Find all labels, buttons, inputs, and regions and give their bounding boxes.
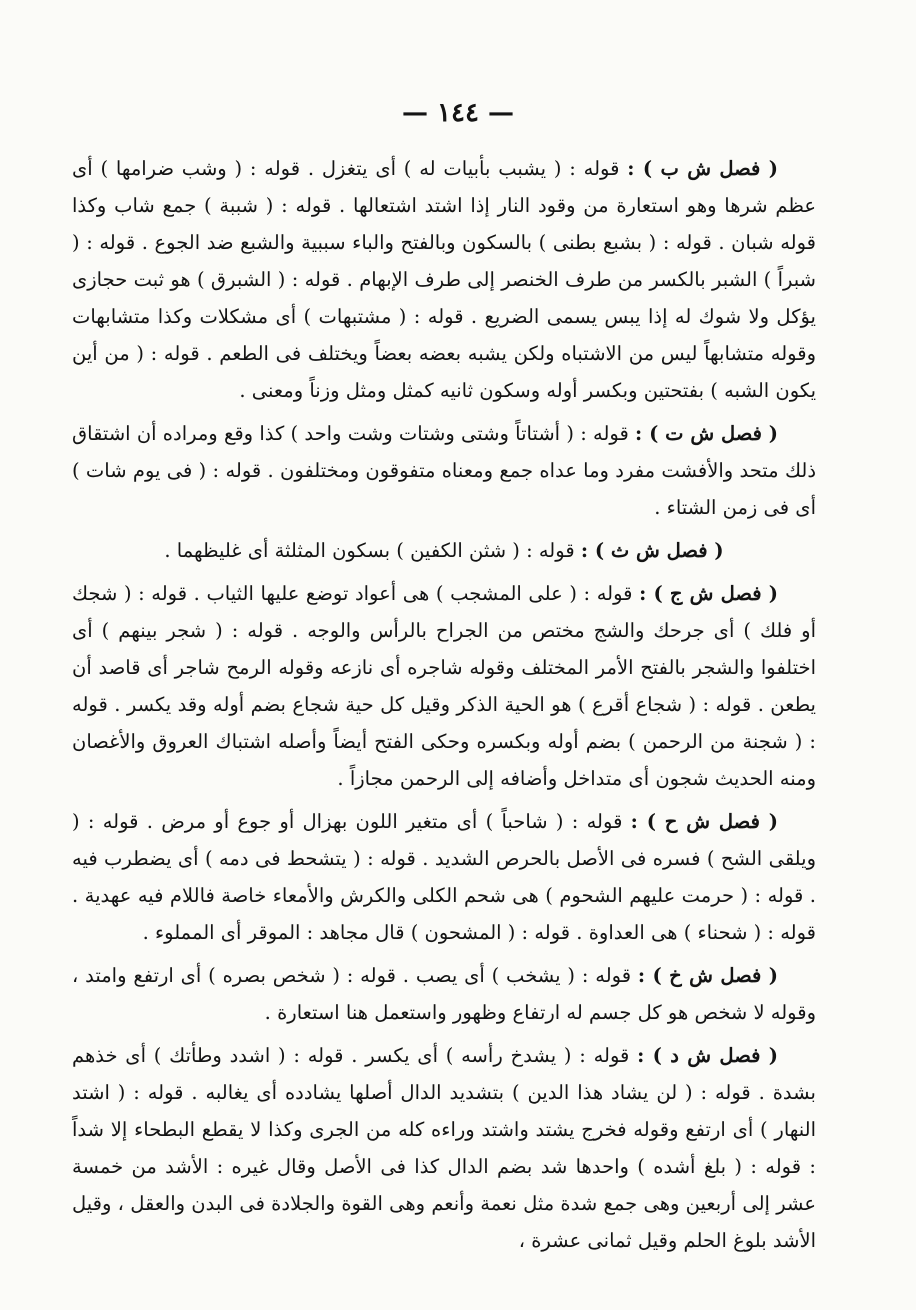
paragraph-sh-j [72, 575, 816, 797]
paragraph-sh-h [72, 803, 816, 951]
section-heading: ( فصل ش ج ) : [639, 582, 778, 605]
section-heading: ( فصل ش د ) : [637, 1044, 778, 1067]
page-number: — ١٤٤ — [401, 98, 515, 128]
paragraph-sh-b [72, 150, 816, 409]
paragraph-text: قوله : ( على المشجب ) هى أعواد توضع عليها الثياب . قوله : ( شجك أو فلك ) أى جرحك والشج مختص من الجراح بالرأس والوجه . قوله : ( شجر بينهم ) أى اختلفوا والشجر بالفتح الأمر المختلف وقوله شاجره أى نازعه وقوله الرمح شاجر أى قاصد أن يطعن . قوله : ( شجاع أقرع ) هو الحية الذكر وقيل كل حية شجاع بضم أوله وقد يكسر . قوله : ( شجنة من الرحمن ) بضم أوله وبكسره وحكى الفتح أيضاً وأصله اشتباك العروق والأغصان ومنه الحديث شجون أى متداخل وأضافه إلى الرحمن مجازاً . [72, 582, 816, 790]
text-body [72, 150, 816, 1265]
paragraph-sh-kh [72, 957, 816, 1031]
paragraph-text: قوله : ( أشتاتاً وشتى وشتات وشت واحد ) كذا وقع ومراده أن اشتقاق ذلك متحد والأفشت مفرد وما عداه جمع ومعناه متفوقون ومختلفون . قوله : ( فى يوم شات ) أى فى زمن الشتاء . [72, 422, 816, 519]
section-heading: ( فصل ش خ ) : [637, 964, 778, 987]
section-heading: ( فصل ش ح ) : [630, 810, 778, 833]
paragraph-sh-th [72, 532, 816, 569]
section-heading: ( فصل ش ت ) : [635, 422, 778, 445]
paragraph-sh-t [72, 415, 816, 526]
section-heading: ( فصل ش ث ) : [580, 539, 724, 562]
section-heading: ( فصل ش ب ) : [627, 157, 779, 180]
paragraph-text: قوله : ( شاحباً ) أى متغير اللون بهزال أو جوع أو مرض . قوله : ( ويلقى الشح ) فسره فى الأصل بالحرص الشديد . قوله : ( يتشحط فى دمه ) أى يضطرب فيه . قوله : ( حرمت عليهم الشحوم ) هى شحم الكلى والكرش والأمعاء خاصة فاللام فيه عهدية . قوله : ( شحناء ) هى العداوة . قوله : ( المشحون ) قال مجاهد : الموقر أى المملوء . [72, 810, 816, 944]
paragraph-text: قوله : ( يشخب ) أى يصب . قوله : ( شخص بصره ) أى ارتفع وامتد ، وقوله لا شخص هو كل جسم له ارتفاع وظهور واستعمل هنا استعارة . [72, 964, 816, 1024]
paragraph-sh-d [72, 1037, 816, 1259]
paragraph-text: قوله : ( يشدخ رأسه ) أى يكسر . قوله : ( اشدد وطأتك ) أى خذهم بشدة . قوله : ( لن يشاد هذا الدين ) بتشديد الدال أصلها يشادده أى يغالبه . قوله : ( اشتد النهار ) أى ارتفع وقوله فخرج يشتد واشتد وراءه كله من الجرى وكذا لا يقطع البطحاء إلا شداً : قوله : ( بلغ أشده ) واحدها شد بضم الدال كذا فى الأصل وقال غيره : الأشد من خمسة عشر إلى أربعين وهى جمع شدة مثل نعمة وأنعم وهى القوة والجلادة فى البدن والعقل ، وقيل الأشد بلوغ الحلم وقيل ثمانى عشرة ، [72, 1044, 816, 1252]
paragraph-text: قوله : ( يشبب بأبيات له ) أى يتغزل . قوله : ( وشب ضرامها ) أى عظم شرها وهو استعارة من وقود النار إذا اشتد اشتعالها . قوله : ( شببة ) جمع شاب وكذا قوله شبان . قوله : ( بشبع بطنى ) بالسكون وبالفتح والباء سببية والشبع ضد الجوع . قوله : ( شبراً ) الشبر بالكسر من طرف الخنصر إلى طرف الإبهام . قوله : ( الشبرق ) هو ثبت حجازى يؤكل ولا شوك له إذا يبس يسمى الضريع . قوله : ( مشتبهات ) أى مشكلات وكذا متشابهات وقوله متشابهاً ليس من الاشتباه ولكن يشبه بعضه بعضاً ويختلف فى الطعم . قوله : ( من أين يكون الشبه ) بفتحتين وبكسر أوله وسكون ثانيه كمثل ومثل وزناً ومعنى . [72, 157, 816, 402]
paragraph-text: قوله : ( شثن الكفين ) بسكون المثلثة أى غليظهما . [164, 539, 575, 562]
